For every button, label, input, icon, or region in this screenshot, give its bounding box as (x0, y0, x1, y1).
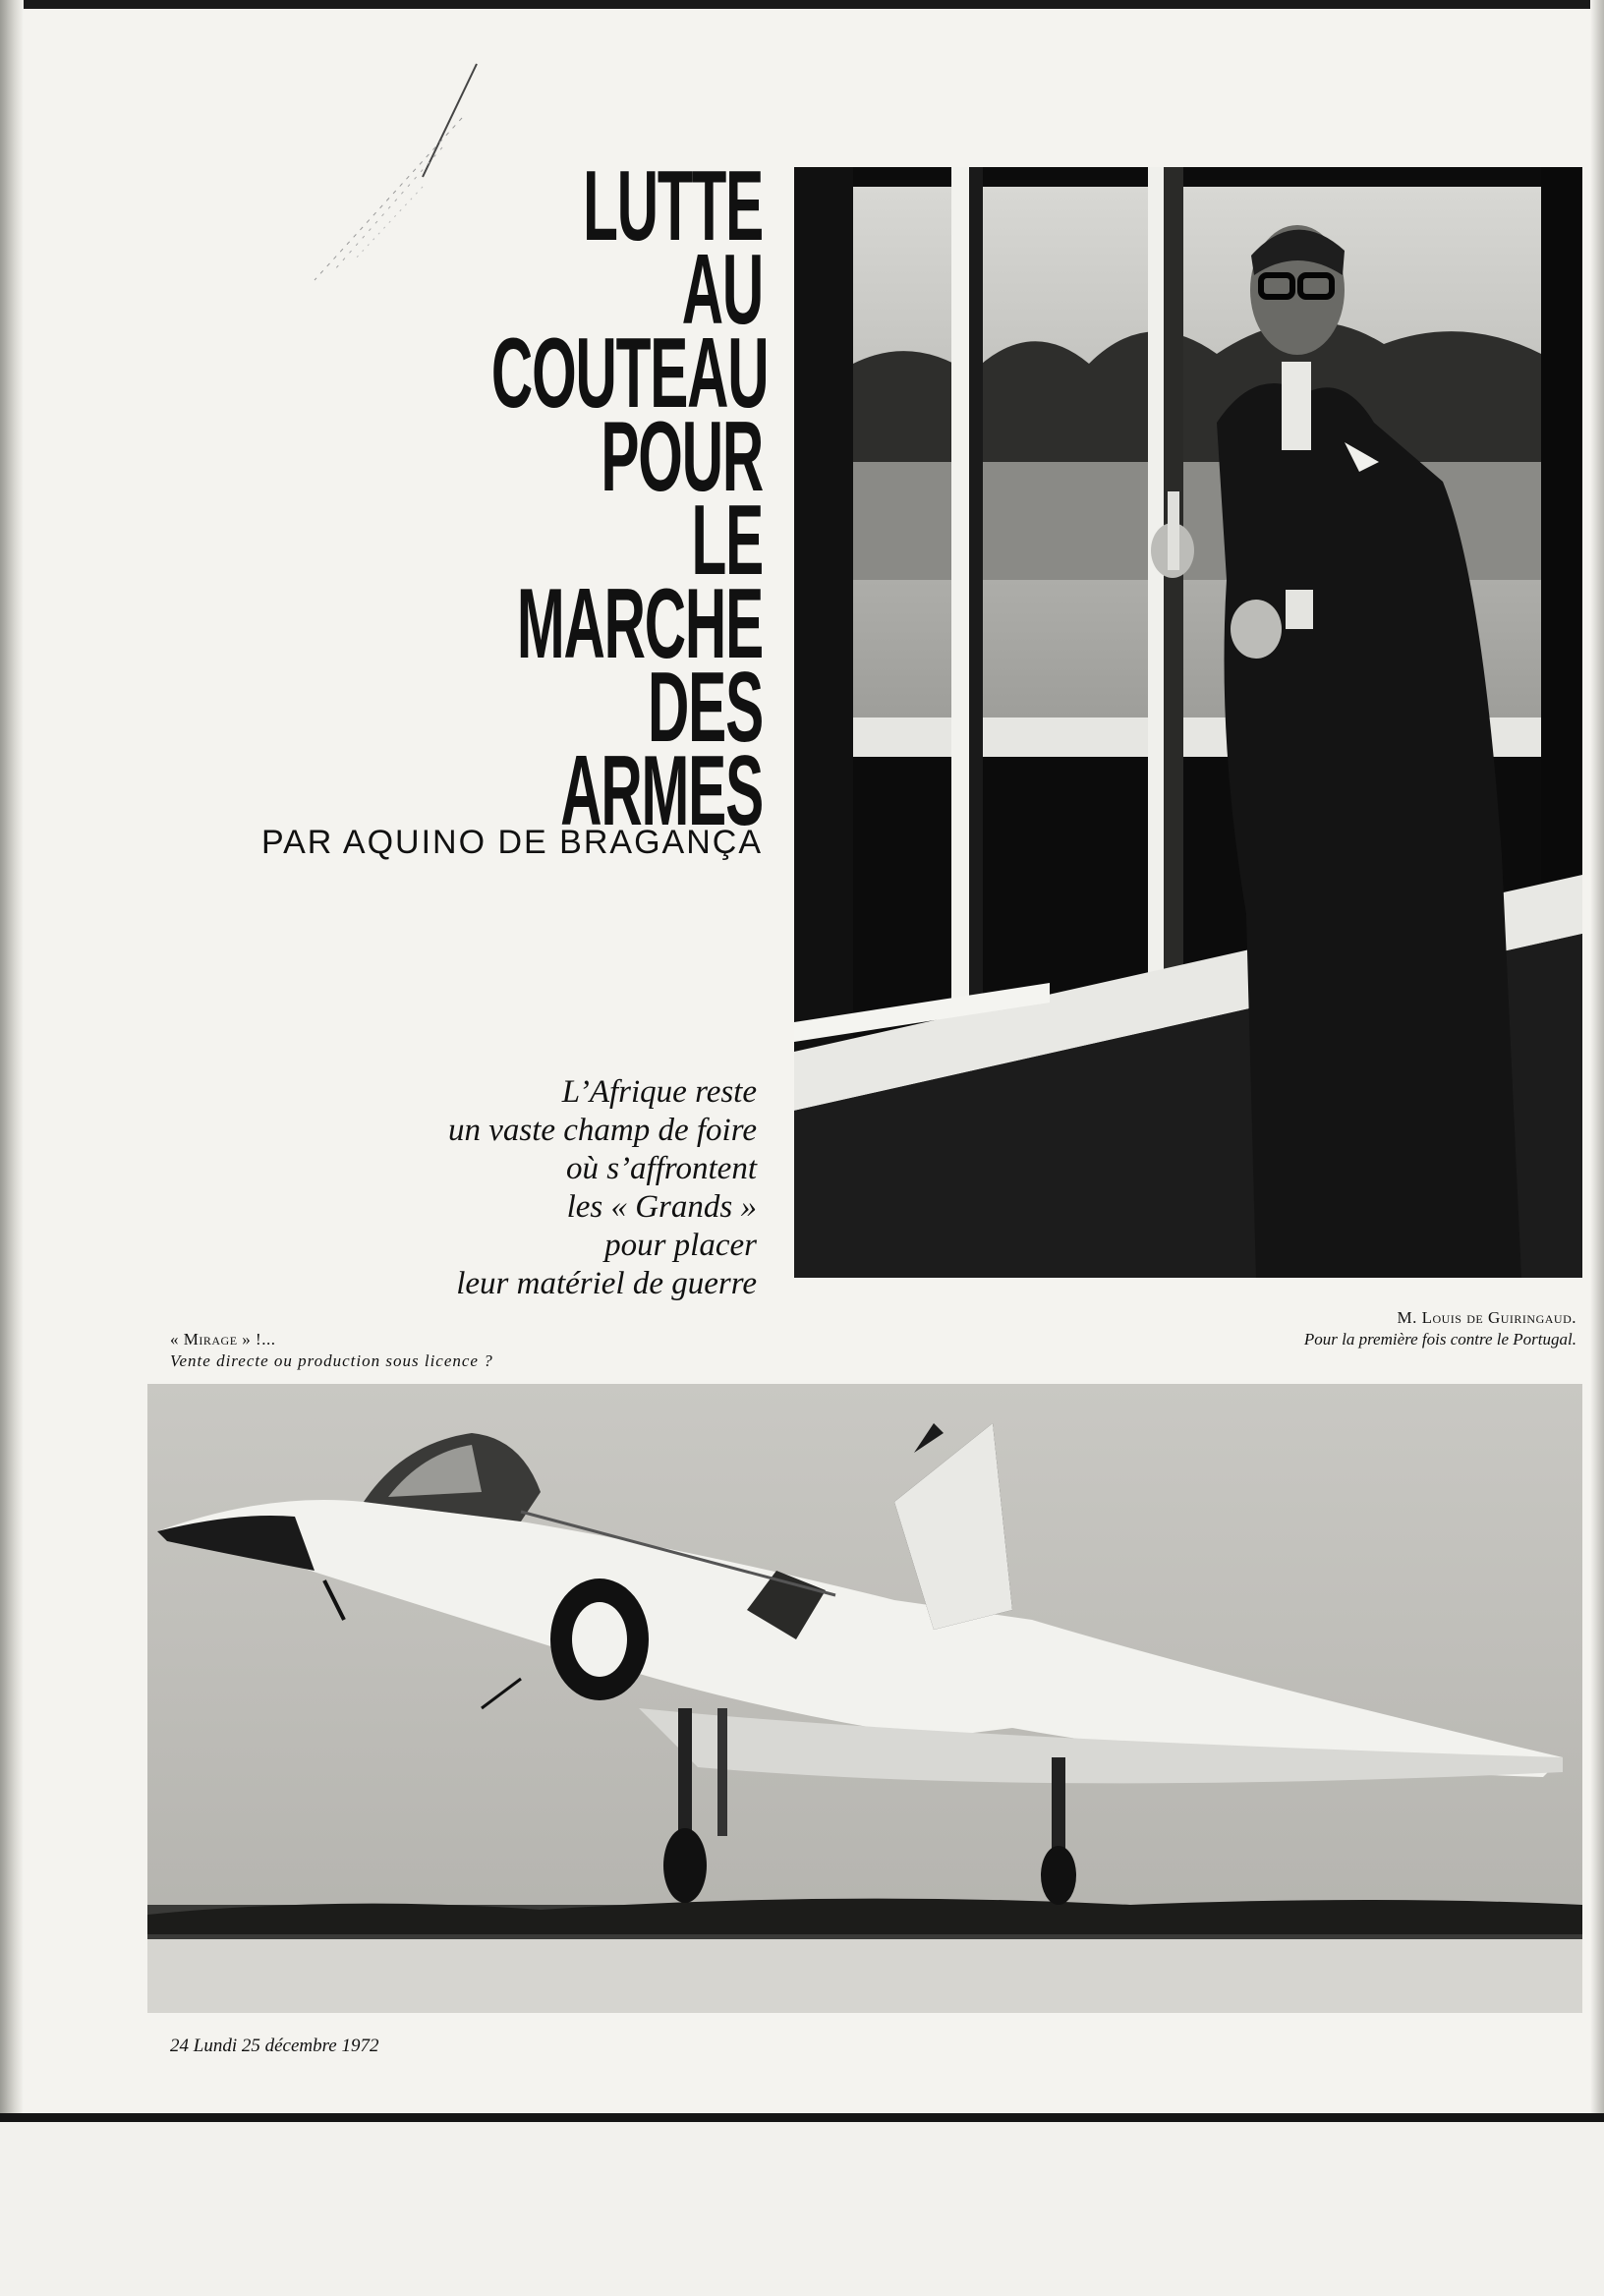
scan-edge-right (1590, 0, 1604, 2296)
top-rule (0, 0, 1604, 9)
intro-line: leur matériel de guerre (456, 1266, 757, 1301)
next-page-edge (0, 2122, 1604, 2296)
intro-text (295, 1073, 757, 1303)
byline: PAR AQUINO DE BRAGANÇA (260, 824, 763, 861)
aircraft-illustration (147, 1384, 1582, 2013)
issue-date: Lundi 25 décembre 1972 (193, 2036, 379, 2056)
headline-line: MARCHE (516, 569, 763, 679)
aircraft-caption-title: « Mirage » !... (170, 1330, 276, 1349)
headline-line: POUR (601, 402, 763, 512)
page-number: 24 (170, 2036, 189, 2056)
intro-line: pour placer (604, 1228, 757, 1263)
headline-line: LE (691, 486, 763, 596)
aircraft-caption-text: Vente directe ou production sous licence ? (170, 1351, 493, 1370)
headline-line: LUTTE (583, 151, 763, 261)
intro-line: un vaste champ de foire (447, 1113, 757, 1148)
headline-line: COUTEAU (490, 318, 769, 429)
page-footer (170, 2036, 379, 2057)
portrait-illustration (794, 167, 1582, 1278)
scan-edge-left (0, 0, 24, 2296)
aircraft-caption (170, 1329, 760, 1372)
headline-line: ARMES (560, 736, 763, 846)
headline-line: DES (648, 653, 763, 763)
bottom-rule (0, 2113, 1604, 2122)
headline-line: AU (681, 235, 763, 345)
aircraft-photo (147, 1384, 1582, 2013)
pen-marks (305, 59, 491, 285)
portrait-photo (794, 167, 1582, 1278)
headline (490, 151, 769, 846)
portrait-caption (885, 1307, 1576, 1350)
portrait-caption-text: Pour la première fois contre le Portugal. (1303, 1330, 1576, 1349)
portrait-caption-name: M. Louis de Guiringaud. (1397, 1308, 1576, 1327)
intro-line: où s’affrontent (565, 1151, 757, 1186)
intro-line: L’Afrique reste (561, 1074, 757, 1110)
intro-line: les « Grands » (566, 1189, 757, 1225)
